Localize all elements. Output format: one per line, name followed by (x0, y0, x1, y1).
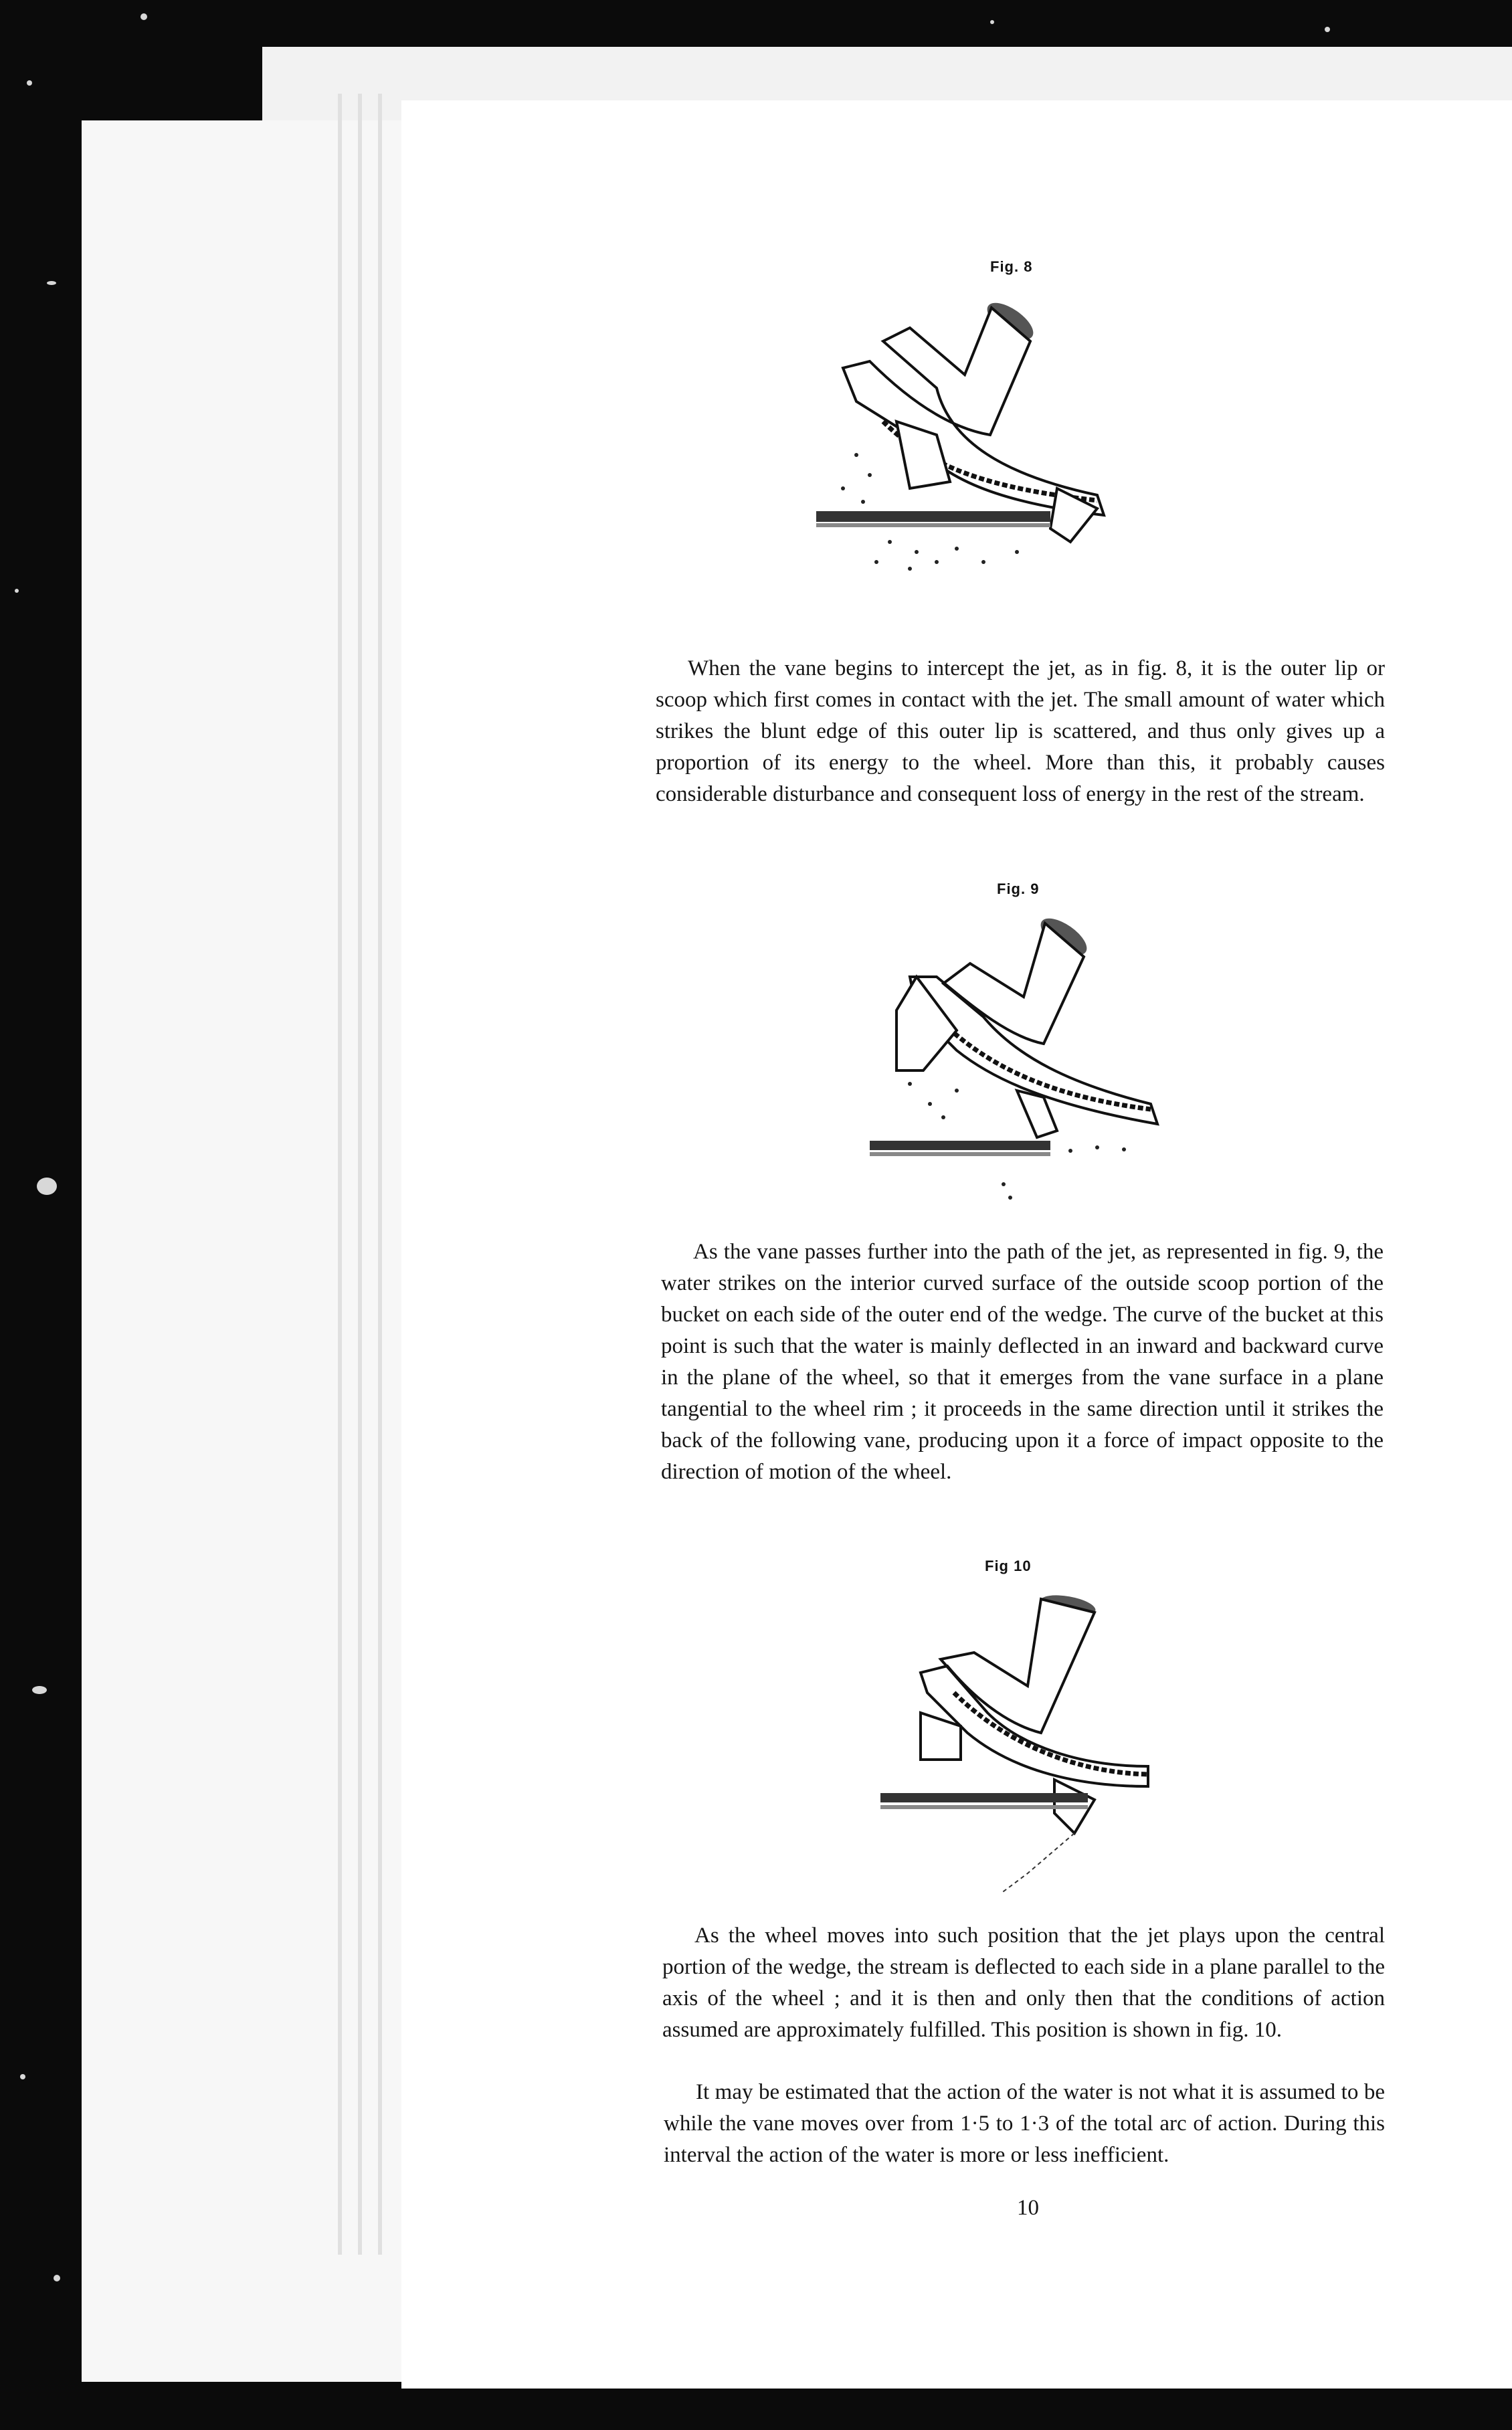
paragraph-fig10-central: As the wheel moves into such position that the jet plays upon the central portion of the wedge, the stream is deflected to each side in a plane parallel to the axis of the wheel ; and it is then and only then that the conditions of action assumed are approximately fulfilled. This position is shown in fig. 10. (662, 1924, 1385, 2042)
figure-8-bucket-diagram (816, 288, 1137, 595)
dust-speck (47, 281, 56, 285)
dust-speck (32, 1686, 47, 1694)
dust-speck (37, 1178, 57, 1195)
figure-label-9: Fig. 9 (997, 880, 1040, 897)
paper-edge (338, 94, 342, 2255)
figure-10-bucket-diagram (880, 1579, 1175, 1900)
paragraph-estimate: It may be estimated that the action of the water is not what it is assumed to be while the vane moves over from 1·5 to 1·3 of the total arc of action. During this interval the action of the water is more or less inefficient. (664, 2080, 1385, 2167)
paper-edge (358, 94, 362, 2255)
figure-label-10: Fig 10 (985, 1558, 1032, 1574)
dust-speck (140, 13, 147, 20)
dust-speck (1325, 27, 1330, 32)
dust-speck (990, 20, 994, 24)
figure-9-bucket-diagram (870, 903, 1177, 1211)
dust-speck (27, 80, 32, 86)
paragraph-fig8-intercept (656, 653, 1385, 810)
paper-edge (378, 94, 382, 2255)
document-page (401, 100, 1512, 2389)
paragraph-text: When the vane begins to intercept the jet, as in fig. 8, it is the outer lip or scoop which first comes in contact with the jet. The small amount of water which strikes the blunt edge of this outer lip is scattered, and thus only gives up a proportion of its energy to the wheel. More than this, it probably causes considerable disturbance and consequent loss of energy in the rest of the stream. (656, 656, 1385, 806)
dust-speck (20, 2074, 25, 2079)
paragraph-fig9-interior: As the vane passes further into the path of the jet, as represented in fig. 9, the water strikes on the interior curved surface of the outside scoop portion of the bucket on each side of the outer end of the wedge. The curve of the bucket at this point is such that the water is mainly deflected in an inward and backward curve in the plane of the wheel, so that it emerges from the vane surface in a plane tangential to the wheel rim ; it proceeds in the same direction until it strikes the back of the following vane, producing upon it a force of impact opposite to the direction of motion of the wheel. (661, 1240, 1384, 1484)
dust-speck (15, 589, 19, 593)
page-number: 10 (1017, 2196, 1039, 2220)
figure-label-8: Fig. 8 (990, 258, 1033, 275)
dust-speck (54, 2275, 60, 2281)
